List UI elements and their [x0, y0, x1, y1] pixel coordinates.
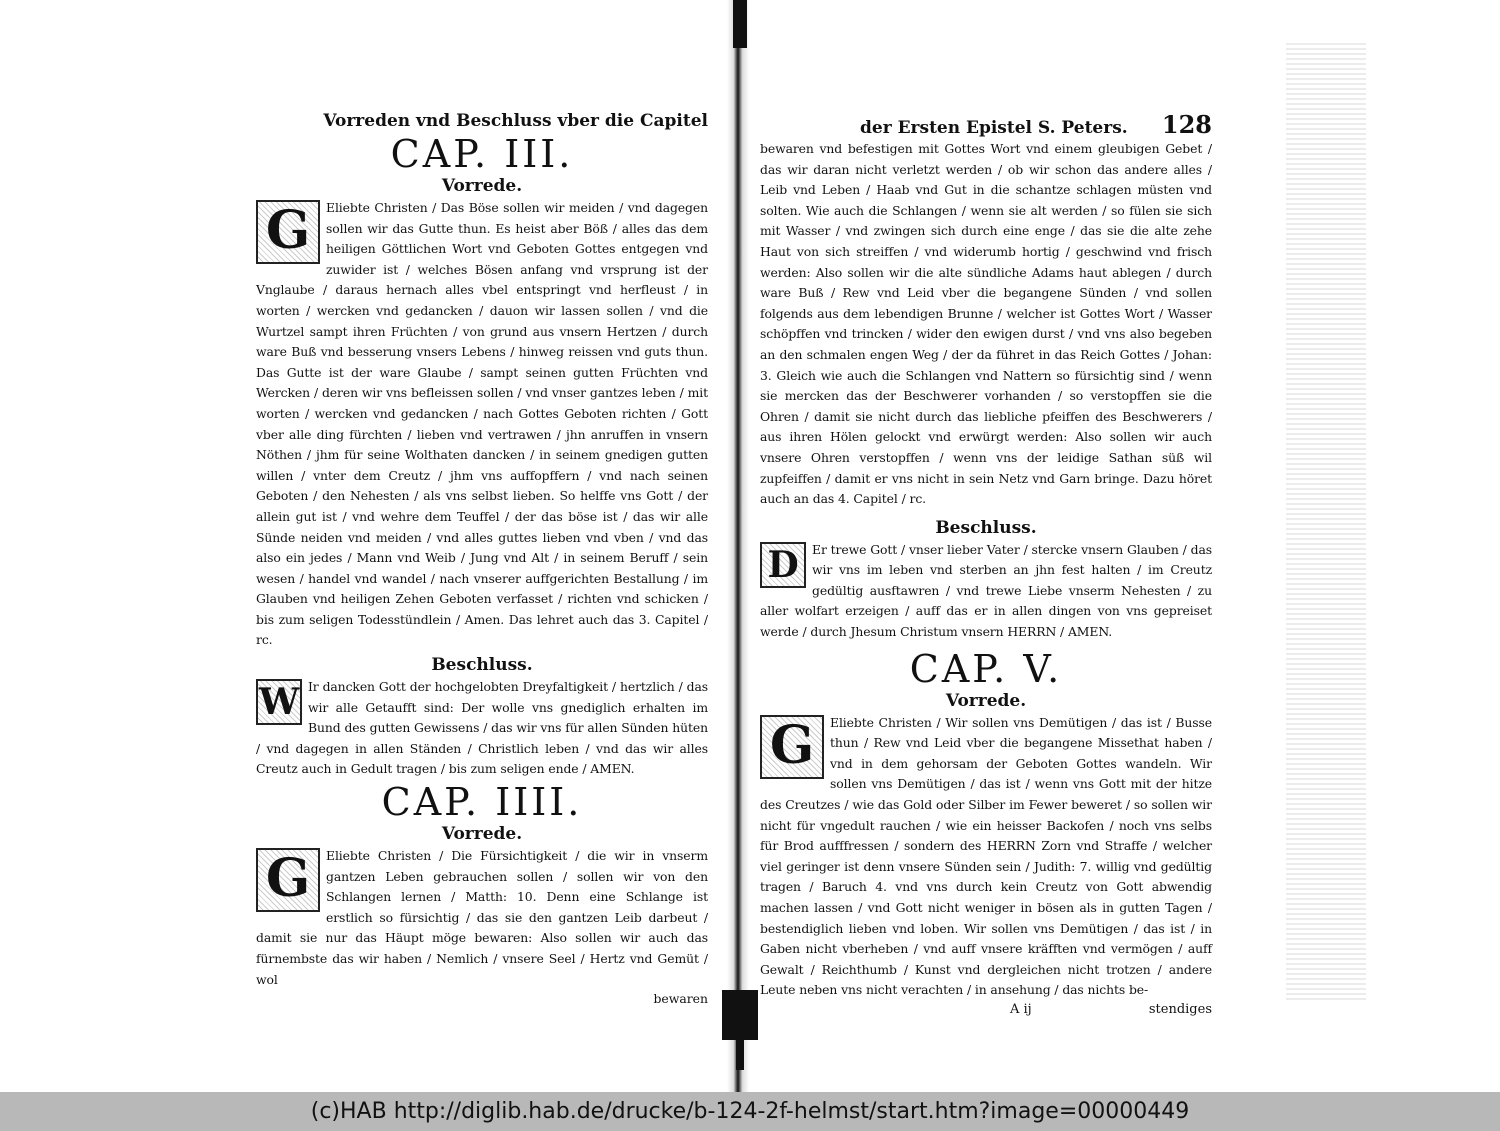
- right-catchword: stendiges: [1148, 1001, 1212, 1017]
- gutter-shadow-pin: [736, 1040, 744, 1070]
- vorrede-paragraph-3: [256, 198, 708, 651]
- beschluss-paragraph-4: [760, 540, 1212, 643]
- signature-row: [760, 1001, 1212, 1019]
- beschluss-label-3: Beschluss.: [431, 655, 533, 676]
- vorrede-paragraph-5: [760, 713, 1212, 1001]
- continuation-paragraph: bewaren vnd befestigen mit Gottes Wort vnd einem gleubigen Gebet / das wir daran nicht verletzt werden / ob wir schon das andere alles / Leib vnd Leben / Haab vnd Gut in die schantze schlagen müsten vnd solten. Wie auch die Schlangen / wenn sie alt werden / so fülen sie sich mit Wasser / vnd zwingen sich durch eine enge / das sie die alte zehe Haut von sich streiffen / vnd widerumb hortig / geschwind vnd frisch werden: Also sollen wir die alte sündliche Adams haut ablegen / durch ware Buß / Rew vnd Leid vber die begangene Sünden / vnd sollen folgends aus dem lebendigen Brunne / welcher ist Gottes Wort / Wasser schöpffen vnd trincken / wider den ewigen durst / vnd vns also begeben an den schmalen engen Weg / der da führet in das Reich Gottes / Johan: 3. Gleich wie auch die Schlangen vnd Nattern so fürsichtig sind / wenn sie mercken das der Beschwerer vorhanden / so verstopffen sie die Ohren / damit sie nicht durch das liebliche pfeiffen des Beschwerers / aus ihren Hölen gelockt vnd erwürgt werden: Also sollen wir auch vnsere Ohren verstopffen / wenn vns der leidige Sathan süß wil zupfeiffen / damit er vns nicht in sein Netz vnd Garn bringe. Dazu höret auch an das 4. Capitel / rc.: [760, 141, 1212, 507]
- signature-mark: A ij: [1010, 1001, 1032, 1017]
- vorrede-text-4: Eliebte Christen / Die Fürsichtigkeit / die wir in vnserm gantzen Leben gebrauchen sollen / sollen wir von den Schlangen lernen / Matth: 10. Denn eine Schlange ist erstlich so fürsichtig / das sie den gantzen Leib darbeut / damit sie nur das Häupt möge bewaren: Also sollen wir auch das fürnembste das wir haben / Nemlich / vnsere Seel / Hertz vnd Gemüt / wol: [256, 848, 708, 987]
- chapter-heading-5: CAP. V.: [909, 646, 1063, 691]
- right-header-row: [760, 110, 1212, 139]
- left-page: [256, 110, 708, 1008]
- vorrede-label-3: Vorrede.: [441, 176, 523, 196]
- beschluss-text-4: Er trewe Gott / vnser lieber Vater / stercke vnsern Glauben / das wir vns im leben vnd sterben an jhn fest halten / im Creutz gedültig ausftawren / vnd trewe Liebe vnserm Nehesten / zu aller wolfart erzeigen / auff das er in allen dingen von vns gepreiset werde / durch Jhesum Christum vnsern HERRN / AMEN.: [760, 541, 1212, 640]
- vorrede-label-5: Vorrede.: [945, 690, 1027, 711]
- beschluss-paragraph-3: [256, 677, 708, 780]
- beschluss-text-3: Ir dancken Gott der hochgelobten Dreyfaltigkeit / hertzlich / das wir alle Getaufft sind: Der wolle vns gnediglich erhalten im Bund des gutten Gewissens / das wir vns für allen Sünden hüten / vnd dagegen in allen Ständen / Christlich leben / vnd das wir alles Creutz auch in Gedult tragen / bis zum seligen ende / AMEN.: [256, 679, 708, 777]
- beschluss-label-4: Beschluss.: [935, 517, 1037, 538]
- decorated-initial: W: [256, 679, 302, 725]
- decorated-initial: G: [256, 200, 320, 264]
- right-running-head: der Ersten Epistel S. Peters.: [860, 118, 1128, 138]
- left-catchword: bewaren: [653, 991, 708, 1007]
- copyright-footer: (c)HAB http://diglib.hab.de/drucke/b-124-2f-helmst/start.htm?image=00000449: [0, 1092, 1500, 1131]
- gutter-shadow-bottom: [722, 990, 758, 1040]
- decorated-initial: G: [760, 715, 824, 779]
- decorated-initial: G: [256, 848, 320, 912]
- book-gutter: [727, 0, 749, 1092]
- right-page: [760, 110, 1212, 1019]
- vorrede-label-4: Vorrede.: [441, 824, 523, 845]
- page-number: 128: [1161, 110, 1212, 139]
- chapter-heading-4: CAP. IIII.: [381, 780, 583, 825]
- chapter-heading-3: CAP. III.: [390, 132, 574, 176]
- decorated-initial: D: [760, 542, 806, 588]
- vorrede-paragraph-4: [256, 846, 708, 990]
- vorrede-text-5: Eliebte Christen / Wir sollen vns Demütigen / das ist / Busse thun / Rew vnd Leid vber die begangene Missethat haben / vnd in dem gehorsam der Geboten Gottes wandeln. Wir sollen vns Demütigen / das ist / wenn vns Gott mit der hitze des Creutzes / wie das Gold oder Silber im Fewer beweret / so sollen wir nicht für vngedult rauchen / wie ein heisser Backofen / noch vns selbs für Brod aufffressen / sondern des HERRN Zorn vnd Straffe / welcher viel geringer ist denn vnsere Sünden sein / Judith: 7. willig vnd gedültig tragen / Baruch 4. vnd vns durch kein Creutz von Gott abwendig machen lassen / vnd Gott nicht weniger in bösen als in gutten Tagen / bestendiglich lieben vnd loben. Wir sollen vns Demütigen / das ist / in Gaben nicht vberheben / vnd auff vnsere kräfften vnd vermögen / auff Gewalt / Reichthumb / Kunst vnd dergleichen nicht trotzen / andere Leute neben vns nicht verachten / in ansehung / das nichts be-: [760, 714, 1212, 998]
- vorrede-text-3: Eliebte Christen / Das Böse sollen wir meiden / vnd dagegen sollen wir das Gutte thun. Es heist aber Böß / alles das dem heiligen Göttlichen Wort vnd Geboten Gottes entgegen vnd zuwider ist / welches Bösen anfang vnd vrsprung ist der Vnglaube / daraus hernach alles vbel entspringt vnd herfleust / in worten / wercken vnd gedancken / dauon wir lassen sollen / vnd die Wurtzel sampt ihren Früchten / von grund aus vnsern Hertzen / durch ware Buß vnd besserung vnsers Lebens / hinweg reissen vnd guts thun. Das Gutte ist der ware Glaube / sampt seinen gutten Früchten vnd Wercken / deren wir vns befleissen sollen / vnd vnser gantzes leben / mit worten / wercken vnd gedancken / nach Gottes Geboten richten / Gott vber alle ding fürchten / lieben vnd vertrawen / jhn anruffen in vnsern Nöthen / jhm für seine Wolthaten dancken / in seinem gnedigen gutten willen / vnter dem Creutz / jhm vns auffopffern / vnd nach seinen Geboten / den Nehesten / als vns selbst lieben. So helffe vns Gott / der allein gut ist / vnd wehre dem Teuffel / der das böse ist / das wir alle Sünde neiden vnd meiden / vnd alles guttes lieben vnd vben / vnd das also ein jedes / Mann vnd Weib / Jung vnd Alt / in seinem Beruff / sein wesen / handel vnd wandel / nach vnserer auffgerichten Bestallung / im Glauben vnd heiligen Zehen Geboten verfasset / richten vnd schicken / bis zum seligen Todesstündlein / Amen. Das lehret auch das 3. Capitel / rc.: [256, 200, 708, 648]
- left-running-head: Vorreden vnd Beschluss vber die Capitel: [323, 111, 708, 131]
- gutter-shadow-top: [733, 0, 747, 48]
- page-edge-noise: [1286, 40, 1366, 1000]
